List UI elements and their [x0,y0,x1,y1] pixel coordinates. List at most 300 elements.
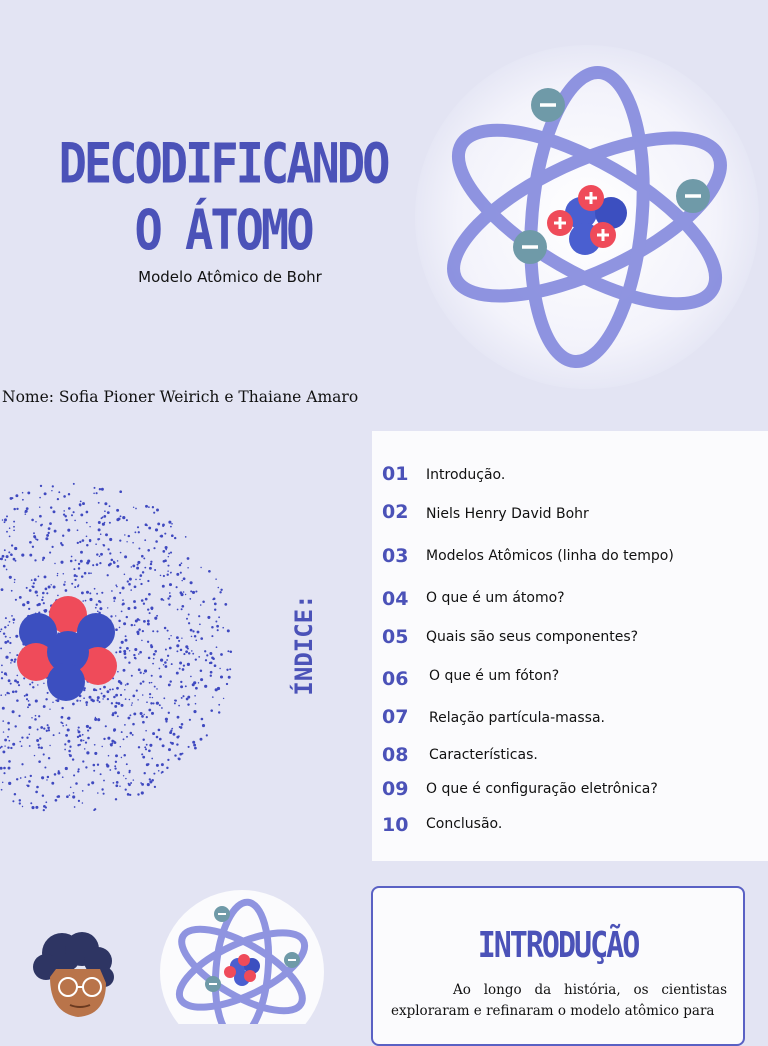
cloud-dot [13,521,15,523]
cloud-dot [60,721,62,723]
cloud-dot [4,521,6,523]
index-item[interactable]: O que é configuração eletrônica? [426,781,658,797]
cloud-dot [4,626,6,628]
cloud-dot [119,785,120,786]
cloud-dot [130,782,132,784]
cloud-dot [49,708,50,709]
cloud-dot [10,683,12,685]
cloud-dot [124,724,126,726]
cloud-dot [169,595,171,597]
cloud-dot [27,491,30,494]
index-label [283,590,327,700]
cloud-dot [77,744,79,746]
cloud-dot [27,785,30,788]
cloud-dot [141,753,143,755]
cloud-dot [36,604,39,607]
cloud-dot [187,557,190,560]
cloud-dot [142,630,144,632]
cloud-dot [153,653,156,656]
cloud-dot [51,490,52,491]
cloud-dot [22,603,25,606]
cloud-dot [201,718,204,721]
cloud-dot [185,594,186,595]
cloud-dot [8,782,11,785]
cloud-dot [14,793,16,795]
index-item[interactable]: Quais são seus componentes? [426,629,639,645]
cloud-dot [222,627,224,629]
cloud-dot [99,556,101,558]
cloud-dot [107,607,108,608]
cloud-dot [103,780,105,782]
cloud-dot [45,801,47,803]
cloud-dot [228,676,231,679]
cloud-dot [210,661,213,664]
cloud-dot [145,505,148,508]
cloud-dot [94,487,96,489]
cloud-dot [149,697,151,699]
index-number: 03 [382,545,409,567]
cloud-dot [152,663,154,665]
cloud-dot [197,631,200,634]
cloud-dot [29,541,32,544]
cloud-dot [117,560,119,562]
cloud-dot [0,767,3,770]
cloud-dot [113,597,116,600]
cloud-dot [187,703,189,705]
cloud-dot [9,536,11,538]
cloud-dot [180,681,182,683]
cloud-dot [85,742,87,744]
cloud-dot [119,539,121,541]
cloud-dot [147,620,150,623]
cloud-dot [82,802,84,804]
cloud-dot [28,608,30,610]
index-panel [372,431,768,861]
cloud-dot [2,782,3,783]
cloud-dot [141,599,144,602]
cloud-dot [89,727,92,730]
cloud-dot [104,522,106,524]
cloud-dot [103,738,105,740]
cloud-dot [140,712,143,715]
cloud-dot [120,694,122,696]
index-number: 01 [382,463,409,485]
cloud-dot [15,635,18,638]
cloud-dot [15,599,17,601]
cloud-dot [168,638,170,640]
cloud-dot [97,764,99,766]
cloud-dot [66,724,68,726]
cloud-dot [66,795,69,798]
cloud-dot [35,715,37,717]
cloud-dot [120,515,122,517]
cloud-dot [13,508,15,510]
cloud-dot [53,510,56,513]
cloud-dot [117,771,120,774]
cloud-dot [2,707,5,710]
cloud-dot [191,636,193,638]
cloud-dot [47,776,49,778]
cloud-dot [40,726,43,729]
cloud-dot [36,595,38,597]
cloud-dot [113,600,115,602]
cloud-dot [126,683,128,685]
cloud-dot [22,492,24,494]
cloud-dot [154,650,157,653]
cloud-dot [156,764,159,767]
cloud-dot [21,745,23,747]
cloud-dot [126,541,127,542]
cloud-dot [112,688,114,690]
cloud-dot [131,702,133,704]
cloud-dot [20,777,22,779]
cloud-dot [114,767,116,769]
cloud-dot [42,592,45,595]
cloud-dot [2,519,4,521]
cloud-dot [166,659,168,661]
cloud-dot [218,616,220,618]
cloud-dot [10,662,12,664]
cloud-dot [194,635,197,638]
cloud-dot [176,586,178,588]
cloud-dot [183,577,186,580]
cloud-dot [145,730,147,732]
cloud-dot [109,522,111,524]
cloud-dot [78,584,80,586]
cloud-dot [96,604,98,606]
cloud-dot [153,547,155,549]
cloud-dot [0,628,2,630]
cloud-dot [182,668,185,671]
cloud-dot [200,738,203,741]
cloud-dot [190,676,192,678]
cloud-dot [6,555,9,558]
cloud-dot [19,802,21,804]
cloud-dot [134,531,136,533]
cloud-dot [115,628,118,631]
cloud-dot [36,786,39,789]
cloud-dot [68,493,70,495]
cloud-dot [8,767,11,770]
cloud-dot [162,585,165,588]
cloud-dot [88,572,90,574]
cloud-dot [171,663,173,665]
cloud-dot [57,772,60,775]
cloud-dot [121,757,122,758]
cloud-dot [81,591,84,594]
cloud-dot [26,601,29,604]
cloud-dot [86,725,89,728]
cloud-dot [171,534,174,537]
cloud-dot [199,623,201,625]
cloud-dot [8,679,11,682]
cloud-dot [147,549,150,552]
cloud-dot [32,546,34,548]
cloud-dot [223,698,224,699]
index-item[interactable]: Introdução. [426,467,506,483]
cloud-dot [67,718,69,720]
cloud-dot [18,684,20,686]
cloud-dot [10,553,13,556]
cloud-dot [115,761,117,763]
cloud-dot [177,609,179,611]
cloud-dot [133,654,135,656]
cloud-dot [6,531,8,533]
cloud-dot [176,650,178,652]
cloud-dot [148,709,151,712]
cloud-dot [129,650,130,651]
cloud-dot [43,805,46,808]
cloud-dot [44,610,47,613]
cloud-dot [89,539,92,542]
cloud-dot [133,600,136,603]
cloud-dot [37,744,39,746]
cloud-dot [45,537,48,540]
cloud-dot [168,556,170,558]
cloud-dot [162,525,164,527]
cloud-dot [111,742,113,744]
index-item[interactable]: Relação partícula-massa. [429,710,605,726]
cloud-dot [143,714,144,715]
cloud-dot [67,529,70,532]
cloud-dot [71,556,73,558]
cloud-dot [136,567,139,570]
cloud-dot [9,652,11,654]
cloud-dot [100,533,102,535]
cloud-dot [89,526,90,527]
cloud-dot [143,620,146,623]
cloud-dot [127,607,130,610]
cloud-dot [149,682,151,684]
cloud-dot [192,591,195,594]
cloud-dot [180,572,182,574]
cloud-dot [2,750,5,753]
cloud-dot [48,527,51,530]
cloud-dot [181,723,184,726]
cloud-dot [158,770,160,772]
cloud-dot [169,583,172,586]
cloud-dot [5,559,7,561]
cloud-dot [11,615,13,617]
cloud-dot [19,741,21,743]
cloud-dot [60,542,62,544]
cloud-dot [35,521,37,523]
cloud-dot [97,718,100,721]
cloud-dot [75,782,78,785]
index-item[interactable]: Niels Henry David Bohr [426,506,589,522]
cloud-dot [150,644,152,646]
cloud-dot [43,809,45,811]
cloud-dot [156,615,158,617]
cloud-dot [125,788,127,790]
cloud-dot [29,734,31,736]
cloud-dot [163,697,165,699]
cloud-dot [15,690,17,692]
cloud-dot [142,756,145,759]
cloud-dot [119,627,121,629]
cloud-dot [31,579,33,581]
cloud-dot [143,557,145,559]
cloud-dot [154,786,156,788]
cloud-dot [93,770,95,772]
cloud-dot [135,658,137,660]
cloud-dot [101,692,103,694]
cloud-dot [188,652,190,654]
cloud-dot [25,694,28,697]
cloud-dot [7,722,10,725]
cloud-dot [74,586,76,588]
cloud-dot [156,509,159,512]
cloud-dot [16,508,18,510]
cloud-dot [210,671,213,674]
cloud-dot [149,780,152,783]
cloud-dot [47,692,49,694]
cloud-dot [99,688,101,690]
cloud-dot [156,736,159,739]
cloud-dot [73,511,75,513]
cloud-dot [133,779,134,780]
cloud-dot [191,650,193,652]
cloud-dot [8,728,10,730]
cloud-dot [0,631,1,632]
cloud-dot [12,710,15,713]
cloud-dot [3,632,5,634]
cloud-dot [69,746,71,748]
cloud-dot [143,603,145,605]
cloud-dot [138,531,140,533]
cloud-dot [78,730,81,733]
cloud-dot [152,702,154,704]
cloud-dot [111,559,114,562]
cloud-dot [104,510,106,512]
cloud-dot [77,529,79,531]
cloud-dot [139,651,142,654]
cloud-dot [112,782,114,784]
cloud-dot [7,736,9,738]
cloud-dot [35,699,38,702]
cloud-dot [24,511,26,513]
cloud-dot [187,648,189,650]
cloud-dot [219,591,221,593]
cloud-dot [165,649,167,651]
cloud-dot [63,573,65,575]
cloud-dot [43,683,44,684]
small-atom-illustration [160,890,325,1024]
cloud-dot [37,729,39,731]
cloud-dot [141,640,143,642]
cloud-dot [96,492,98,494]
cloud-dot [16,675,18,677]
cloud-dot [46,730,48,732]
cloud-dot [21,554,24,557]
cloud-dot [141,555,144,558]
cloud-dot [156,630,158,632]
cloud-dot [115,754,118,757]
cloud-dot [1,588,4,591]
cloud-dot [57,795,60,798]
cloud-dot [192,741,195,744]
cloud-dot [220,653,223,656]
cloud-dot [16,778,18,780]
cloud-dot [150,563,152,565]
cloud-dot [31,806,34,809]
cloud-dot [107,574,109,576]
cloud-dot [97,538,99,540]
cloud-dot [25,513,27,515]
cloud-dot [200,637,203,640]
cloud-dot [187,696,190,699]
cloud-dot [89,598,92,601]
cloud-dot [107,737,110,740]
cloud-dot [217,629,219,631]
cloud-dot [57,575,59,577]
cloud-dot [122,516,125,519]
cloud-dot [170,572,172,574]
index-number: 10 [382,814,409,836]
cloud-dot [153,512,155,514]
cloud-dot [7,625,9,627]
index-item[interactable]: O que é um fóton? [429,668,560,684]
cloud-dot [62,725,64,727]
cloud-dot [165,718,168,721]
cloud-dot [24,695,26,697]
cloud-dot [10,747,12,749]
cloud-dot [8,740,10,742]
cloud-dot [164,533,166,535]
cloud-dot [216,646,218,648]
cloud-dot [152,697,153,698]
cloud-dot [192,630,194,632]
cloud-dot [195,639,197,641]
cloud-dot [86,591,89,594]
cloud-dot [227,629,230,632]
cloud-dot [130,589,132,591]
cloud-dot [101,488,104,491]
index-item[interactable]: O que é um átomo? [426,590,565,606]
intro-text: Ao longo da história, os cientistas exploraram e refinaram o modelo atômico para [391,982,727,1019]
cloud-dot [125,684,127,686]
cloud-dot [186,618,188,620]
cloud-dot [5,617,7,619]
index-number: 06 [382,668,409,690]
cloud-dot [49,745,50,746]
cloud-dot [200,670,203,673]
cloud-dot [147,641,149,643]
cloud-dot [89,696,92,699]
cloud-dot [137,561,140,564]
cloud-dot [108,755,110,757]
index-item[interactable]: Conclusão. [426,816,503,832]
cloud-dot [124,555,127,558]
cloud-dot [132,565,135,568]
cloud-dot [140,682,142,684]
cloud-dot [207,616,210,619]
cloud-dot [79,504,81,506]
index-item[interactable]: Características. [429,747,538,763]
cloud-dot [185,685,187,687]
cloud-dot [181,608,183,610]
index-item[interactable]: Modelos Atômicos (linha do tempo) [426,548,674,564]
cloud-dot [151,758,153,760]
cloud-dot [123,754,126,757]
cloud-dot [193,744,196,747]
cloud-dot [34,755,35,756]
cloud-dot [126,519,128,521]
cloud-dot [15,494,18,497]
cloud-dot [170,552,172,554]
cloud-dot [192,653,194,655]
cloud-dot [210,709,213,712]
